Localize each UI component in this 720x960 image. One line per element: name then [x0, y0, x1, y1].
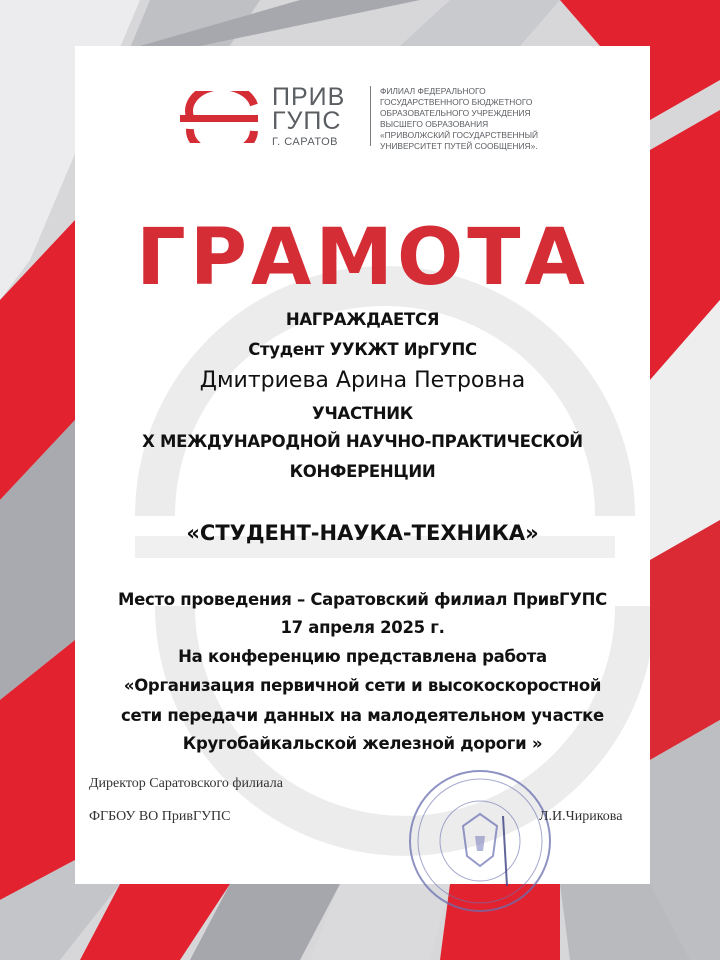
logo-text-top: ПРИВ [272, 83, 346, 111]
signatory-name: Л.И.Чирикова [539, 809, 623, 824]
conference-name: «СТУДЕНТ-НАУКА-ТЕХНИКА» [186, 521, 539, 545]
work-title-line1: «Организация первичной сети и высокоскоростной [123, 676, 602, 695]
university-logo [180, 81, 580, 161]
logo-divider [370, 86, 371, 146]
logo-text-bottom: ГУПС [272, 107, 342, 135]
recipient-name: Дмитриева Арина Петровна [199, 368, 526, 393]
certificate-title: ГРАМОТА [136, 213, 589, 303]
work-title-line2: сети передачи данных на малодеятельном участке [121, 706, 604, 725]
conference-title-line1: X МЕЖДУНАРОДНОЙ НАУЧНО-ПРАКТИЧЕСКОЙ [142, 432, 583, 451]
logo-city: Г. САРАТОВ [272, 136, 338, 148]
status-label: УЧАСТНИК [312, 404, 413, 423]
certificate-sheet [75, 46, 650, 884]
signatory-position-line2: ФГБОУ ВО ПривГУПС [89, 809, 231, 824]
work-intro: На конференцию представлена работа [178, 647, 547, 666]
railway-logo-icon [180, 91, 264, 143]
work-title-line3: Кругобайкальской железной дороги » [182, 734, 543, 753]
signatory-position-line1: Директор Саратовского филиала [89, 776, 283, 791]
official-stamp [405, 766, 555, 916]
awarded-label: НАГРАЖДАЕТСЯ [285, 310, 440, 329]
recipient-role: Студент УУКЖТ ИрГУПС [248, 340, 477, 359]
conference-title-line2: КОНФЕРЕНЦИИ [289, 462, 436, 481]
venue: Место проведения – Саратовский филиал ПривГУПС [118, 590, 607, 609]
organization-name: ФИЛИАЛ ФЕДЕРАЛЬНОГО ГОСУДАРСТВЕННОГО БЮДЖЕТНОГО ОБРАЗОВАТЕЛЬНОГО УЧРЕЖДЕНИЯ ВЫСШЕГО ОБРАЗОВАНИЯ «ПРИВОЛЖСКИЙ ГОСУДАРСТВЕННЫЙ УНИВЕРСИТЕТ ПУТЕЙ СООБЩЕНИЯ». [380, 86, 539, 151]
date: 17 апреля 2025 г. [280, 618, 445, 637]
